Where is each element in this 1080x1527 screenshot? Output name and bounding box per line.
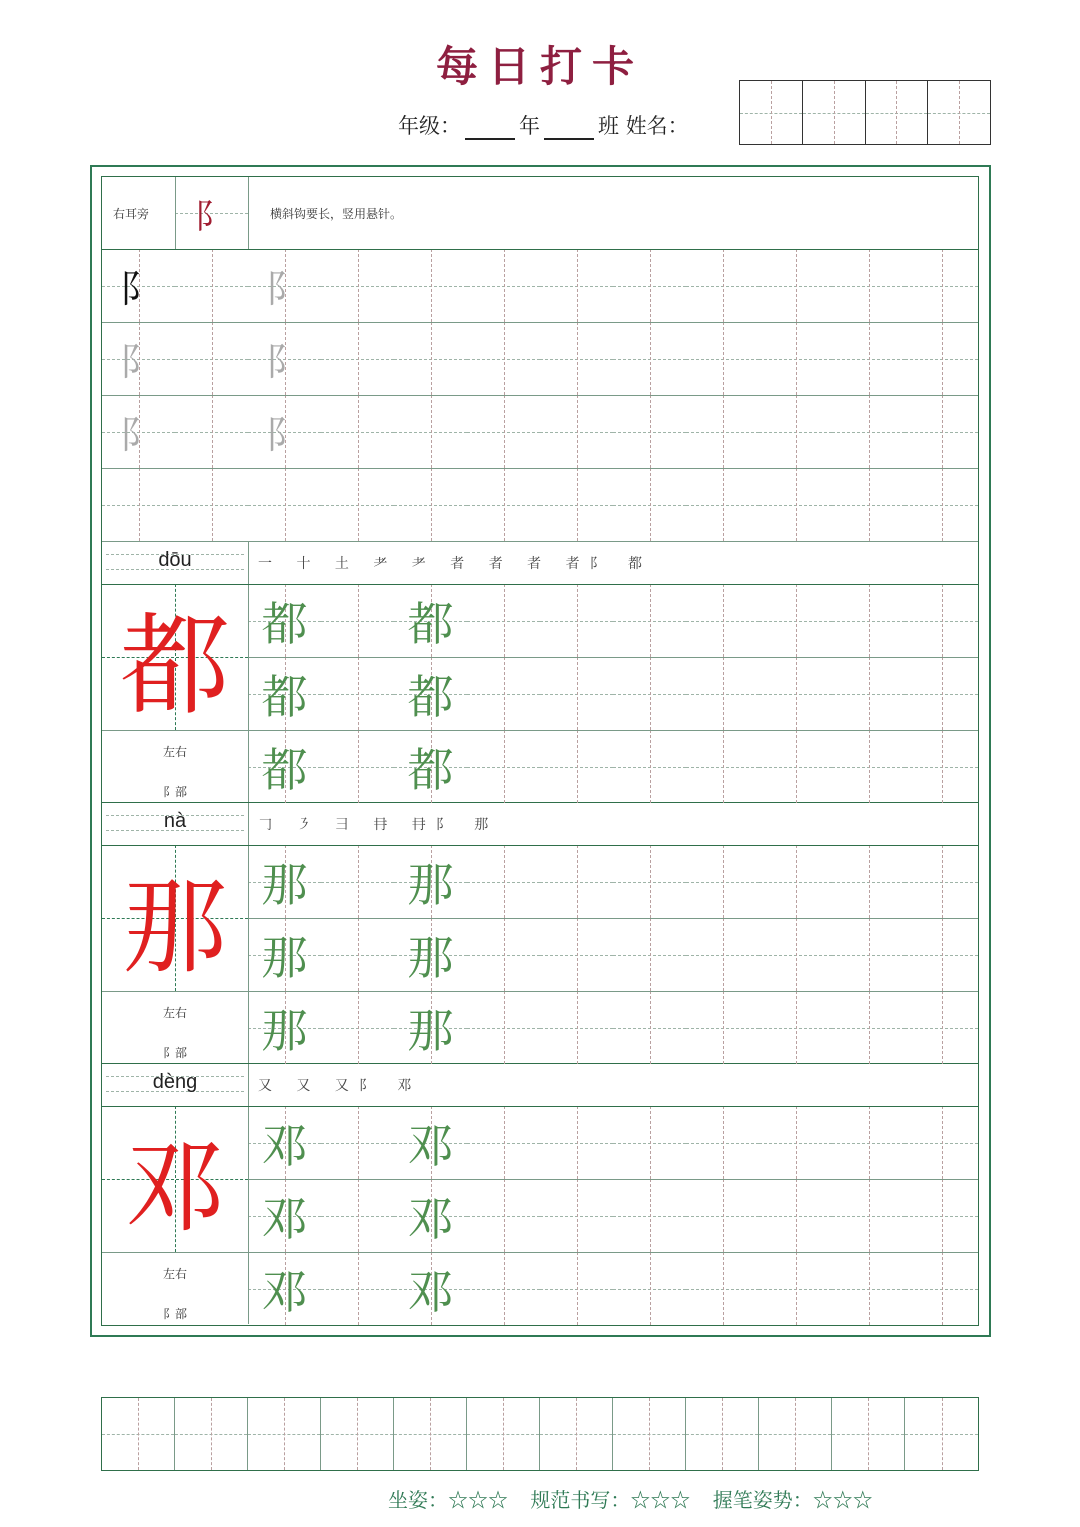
practice-cell[interactable] [832, 249, 905, 322]
practice-cell[interactable] [540, 991, 613, 1064]
practice-cell[interactable] [394, 322, 467, 395]
practice-cell[interactable] [321, 845, 394, 918]
year-label: 年 [519, 114, 540, 138]
practice-cell[interactable] [613, 918, 686, 991]
practice-cell[interactable] [759, 395, 832, 468]
practice-cell[interactable] [686, 730, 759, 803]
student-info [398, 110, 689, 140]
bottom-practice-cell[interactable] [467, 1398, 540, 1470]
practice-cell[interactable] [759, 991, 832, 1064]
radical-tip: 横斜钩要长，竖用悬针。 [270, 207, 403, 221]
practice-cell[interactable] [686, 468, 759, 541]
practice-cell[interactable] [540, 1179, 613, 1252]
practice-cell[interactable] [321, 584, 394, 657]
name-box[interactable] [928, 81, 990, 144]
bottom-practice-cell[interactable] [613, 1398, 686, 1470]
trace-char: 都 [407, 669, 454, 724]
practice-cell[interactable] [686, 918, 759, 991]
row-divider [102, 395, 978, 396]
stroke-order-deng: 又 又 又阝 邓 [258, 1078, 422, 1094]
posture-rating[interactable]: 坐姿：☆☆☆ [388, 1488, 508, 1512]
bottom-practice-cell[interactable] [321, 1398, 394, 1470]
trace-char: 那 [407, 1003, 454, 1058]
practice-cell[interactable] [832, 657, 905, 730]
practice-cell[interactable] [832, 730, 905, 803]
practice-cell[interactable] [321, 322, 394, 395]
practice-cell[interactable] [832, 322, 905, 395]
model-char-na: 那 [122, 866, 227, 988]
row-divider [248, 657, 978, 658]
structure-deng: 左右 [162, 1267, 187, 1281]
trace-char: 邓 [261, 1264, 308, 1319]
trace-char: 那 [407, 930, 454, 985]
practice-cell[interactable] [832, 1106, 905, 1179]
row-divider [248, 991, 978, 992]
practice-cell[interactable] [905, 249, 978, 322]
practice-cell[interactable] [321, 657, 394, 730]
practice-cell[interactable] [759, 1106, 832, 1179]
model-char-deng: 邓 [125, 1129, 225, 1246]
radical-trace-glyph: 阝 [265, 340, 304, 384]
practice-cell[interactable] [467, 1106, 540, 1179]
practice-cell[interactable] [832, 918, 905, 991]
row-divider [102, 468, 978, 469]
bottom-practice-cell[interactable] [759, 1398, 832, 1470]
model-char-dou: 都 [120, 602, 230, 730]
name-label: 姓名： [625, 114, 689, 138]
pinyin-na: nà [163, 810, 187, 832]
practice-cell[interactable] [613, 468, 686, 541]
trace-char: 邓 [407, 1191, 454, 1246]
practice-cell[interactable] [321, 468, 394, 541]
trace-char: 都 [407, 742, 454, 797]
practice-cell[interactable] [905, 395, 978, 468]
practice-cell[interactable] [759, 249, 832, 322]
practice-cell[interactable] [905, 991, 978, 1064]
practice-cell[interactable] [905, 322, 978, 395]
practice-cell[interactable] [540, 322, 613, 395]
practice-cell[interactable] [175, 468, 248, 541]
class-label: 班 [598, 114, 619, 138]
practice-cell[interactable] [905, 1106, 978, 1179]
practice-cell[interactable] [540, 584, 613, 657]
practice-cell[interactable] [394, 468, 467, 541]
practice-cell[interactable] [540, 468, 613, 541]
practice-cell[interactable] [832, 468, 905, 541]
practice-cell[interactable] [905, 1252, 978, 1325]
radical-trace-glyph: 阝 [119, 413, 158, 457]
grade-label: 年级： [398, 114, 461, 138]
radical-na: 阝部 [162, 1046, 187, 1060]
practice-cell[interactable] [686, 657, 759, 730]
practice-cell[interactable] [759, 468, 832, 541]
trace-char: 邓 [407, 1264, 454, 1319]
pinyin-deng: dèng [152, 1071, 198, 1093]
practice-cell[interactable] [467, 249, 540, 322]
practice-cell[interactable] [321, 991, 394, 1064]
trace-char: 那 [261, 857, 308, 912]
name-boxes[interactable] [739, 80, 991, 145]
practice-cell[interactable] [540, 918, 613, 991]
practice-cell[interactable] [540, 1106, 613, 1179]
practice-cell[interactable] [686, 395, 759, 468]
practice-cell[interactable] [613, 249, 686, 322]
practice-cell[interactable] [467, 657, 540, 730]
practice-cell[interactable] [613, 991, 686, 1064]
practice-cell[interactable] [540, 1252, 613, 1325]
practice-cell[interactable] [905, 468, 978, 541]
name-box[interactable] [740, 81, 803, 144]
col-divider [248, 177, 249, 249]
row-divider [248, 1179, 978, 1180]
practice-cell[interactable] [613, 395, 686, 468]
bottom-practice-cell[interactable] [686, 1398, 759, 1470]
row-divider [248, 1252, 978, 1253]
practice-cell[interactable] [613, 1106, 686, 1179]
stroke-order-dou: 一 十 土 耂 耂 者 者 者 者阝 都 [258, 556, 653, 572]
bottom-practice-cell[interactable] [540, 1398, 613, 1470]
trace-char: 都 [407, 596, 454, 651]
practice-grid [101, 176, 979, 1326]
row-divider [102, 541, 978, 542]
practice-cell[interactable] [686, 1106, 759, 1179]
practice-cell[interactable] [759, 584, 832, 657]
pinyin-dou: dōu [158, 549, 192, 571]
practice-cell[interactable] [321, 1106, 394, 1179]
radical-dou: 阝部 [162, 785, 187, 799]
class-blank[interactable] [544, 118, 594, 140]
practice-cell[interactable] [759, 1179, 832, 1252]
practice-cell[interactable] [613, 730, 686, 803]
trace-char: 都 [261, 669, 308, 724]
practice-cell[interactable] [613, 657, 686, 730]
practice-cell[interactable] [394, 395, 467, 468]
practice-cell[interactable] [905, 584, 978, 657]
grade-blank[interactable] [465, 118, 515, 140]
practice-cell[interactable] [467, 395, 540, 468]
practice-cell[interactable] [540, 730, 613, 803]
radical-trace-glyph: 阝 [265, 413, 304, 457]
trace-char: 都 [261, 742, 308, 797]
extra-practice-row[interactable] [101, 1397, 979, 1471]
bottom-practice-cell[interactable] [248, 1398, 321, 1470]
practice-cell[interactable] [467, 730, 540, 803]
practice-cell[interactable] [686, 584, 759, 657]
page-title: 每日打卡 [435, 42, 644, 91]
trace-char: 邓 [407, 1118, 454, 1173]
practice-cell[interactable] [467, 991, 540, 1064]
rating-footer [388, 1484, 873, 1513]
practice-cell[interactable] [905, 918, 978, 991]
row-divider [248, 918, 978, 919]
practice-cell[interactable] [905, 657, 978, 730]
radical-name: 右耳旁 [113, 207, 150, 221]
practice-cell[interactable] [394, 249, 467, 322]
practice-cell[interactable] [540, 845, 613, 918]
row-divider [102, 1252, 248, 1253]
radical-trace-glyph: 阝 [119, 267, 158, 311]
practice-cell[interactable] [321, 730, 394, 803]
practice-cell[interactable] [759, 1252, 832, 1325]
row-divider [102, 249, 978, 250]
practice-cell[interactable] [686, 991, 759, 1064]
bottom-practice-cell[interactable] [175, 1398, 248, 1470]
practice-cell[interactable] [321, 395, 394, 468]
name-box[interactable] [803, 81, 866, 144]
radical-trace-glyph: 阝 [119, 340, 158, 384]
trace-char: 都 [261, 596, 308, 651]
practice-cell[interactable] [686, 1179, 759, 1252]
practice-cell[interactable] [613, 322, 686, 395]
practice-cell[interactable] [759, 657, 832, 730]
practice-cell[interactable] [832, 1252, 905, 1325]
practice-cell[interactable] [686, 845, 759, 918]
row-divider [102, 322, 978, 323]
bottom-practice-cell[interactable] [905, 1398, 978, 1470]
practice-cell[interactable] [248, 468, 321, 541]
practice-cell[interactable] [613, 1252, 686, 1325]
practice-cell[interactable] [321, 1179, 394, 1252]
practice-cell[interactable] [467, 584, 540, 657]
grip-rating[interactable]: 握笔姿势：☆☆☆ [712, 1488, 873, 1512]
practice-cell[interactable] [613, 845, 686, 918]
practice-cell[interactable] [759, 322, 832, 395]
practice-cell[interactable] [467, 918, 540, 991]
radical-glyph: 阝 [194, 196, 229, 237]
practice-cell[interactable] [832, 1179, 905, 1252]
structure-na: 左右 [162, 1006, 187, 1020]
radical-trace-glyph: 阝 [265, 267, 304, 311]
row-divider [248, 730, 978, 731]
practice-cell[interactable] [540, 249, 613, 322]
practice-cell[interactable] [905, 845, 978, 918]
practice-cell[interactable] [175, 249, 248, 322]
practice-cell[interactable] [905, 1179, 978, 1252]
practice-cell[interactable] [321, 249, 394, 322]
practice-cell[interactable] [832, 991, 905, 1064]
practice-cell[interactable] [832, 395, 905, 468]
practice-cell[interactable] [175, 395, 248, 468]
practice-cell[interactable] [540, 395, 613, 468]
practice-cell[interactable] [613, 1179, 686, 1252]
practice-cell[interactable] [905, 730, 978, 803]
practice-cell[interactable] [686, 249, 759, 322]
trace-char: 那 [261, 930, 308, 985]
practice-cell[interactable] [759, 730, 832, 803]
structure-dou: 左右 [162, 745, 187, 759]
name-box[interactable] [866, 81, 929, 144]
practice-cell[interactable] [759, 918, 832, 991]
trace-char: 邓 [261, 1191, 308, 1246]
practice-cell[interactable] [467, 1252, 540, 1325]
practice-cell[interactable] [613, 584, 686, 657]
bottom-practice-cell[interactable] [394, 1398, 467, 1470]
stroke-order-na: 𠃌 ㇋ 彐 冄 冄阝 那 [258, 817, 499, 833]
trace-char: 邓 [261, 1118, 308, 1173]
practice-cell[interactable] [686, 322, 759, 395]
practice-cell[interactable] [467, 845, 540, 918]
practice-cell[interactable] [102, 468, 175, 541]
bottom-practice-cell[interactable] [102, 1398, 175, 1470]
radical-deng: 阝部 [162, 1307, 187, 1321]
bottom-practice-cell[interactable] [832, 1398, 905, 1470]
practice-cell[interactable] [832, 845, 905, 918]
practice-cell[interactable] [321, 918, 394, 991]
practice-cell[interactable] [321, 1252, 394, 1325]
practice-cell[interactable] [540, 657, 613, 730]
practice-cell[interactable] [759, 845, 832, 918]
writing-rating[interactable]: 规范书写：☆☆☆ [530, 1488, 691, 1512]
practice-cell[interactable] [686, 1252, 759, 1325]
practice-cell[interactable] [467, 1179, 540, 1252]
trace-char: 那 [261, 1003, 308, 1058]
trace-char: 那 [407, 857, 454, 912]
practice-cell[interactable] [467, 322, 540, 395]
practice-cell[interactable] [467, 468, 540, 541]
practice-cell[interactable] [175, 322, 248, 395]
practice-cell[interactable] [832, 584, 905, 657]
